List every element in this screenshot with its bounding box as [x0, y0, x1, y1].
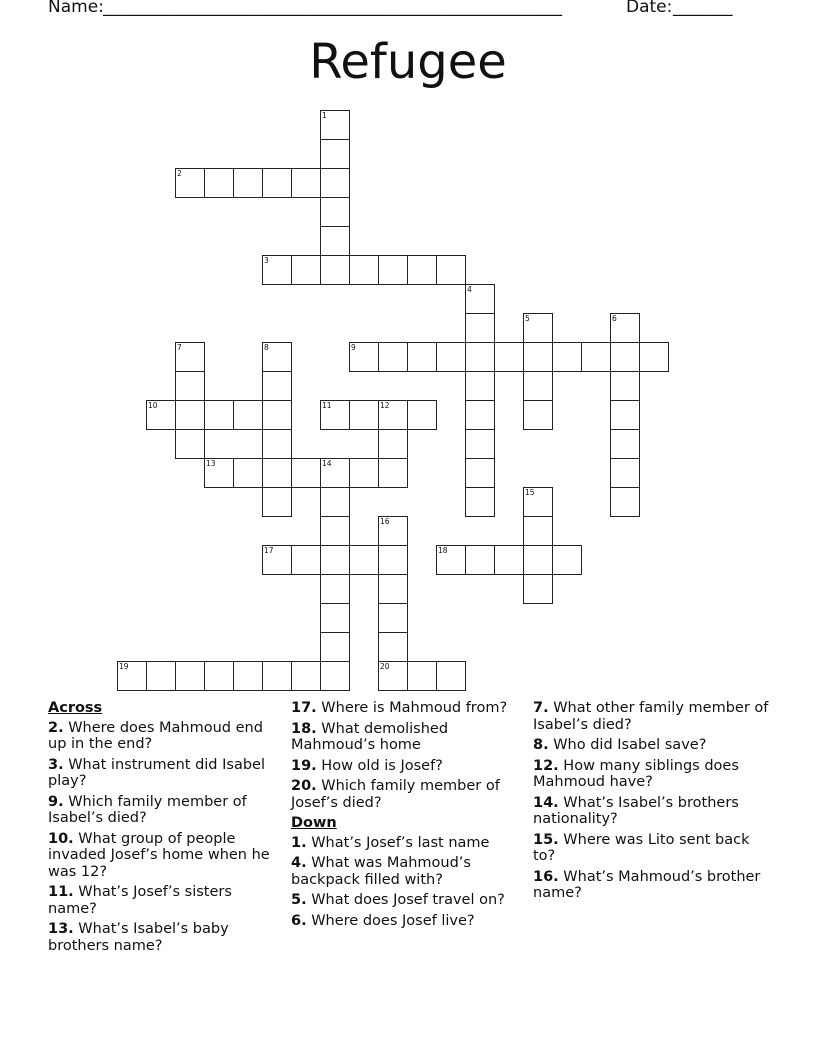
grid-cell[interactable]: [291, 168, 321, 198]
clue-number-label: 1.: [291, 834, 307, 851]
clue-text: Which family member of Josef’s died?: [291, 778, 500, 811]
grid-cell[interactable]: [465, 545, 495, 575]
clue-number-label: 3.: [48, 756, 64, 773]
grid-cell[interactable]: [523, 487, 553, 517]
grid-cell[interactable]: [349, 545, 379, 575]
clues-column-3: [533, 700, 769, 906]
clue-number: 7: [177, 343, 182, 352]
date-label: Date:: [626, 0, 673, 17]
clue-item: [291, 721, 523, 754]
grid-cell[interactable]: [378, 661, 408, 691]
clue-number: 5: [525, 314, 530, 323]
clue-number-label: 5.: [291, 892, 307, 908]
grid-cell[interactable]: [175, 400, 205, 430]
grid-cell[interactable]: [320, 400, 350, 430]
clue-item: [533, 869, 769, 902]
grid-cell[interactable]: [262, 371, 292, 401]
clue-text: How many siblings does Mahmoud have?: [533, 757, 739, 790]
clue-number-label: 20.: [291, 778, 317, 794]
clue-number-label: 14.: [533, 794, 559, 811]
grid-cell[interactable]: [407, 342, 437, 372]
clue-number-label: 19.: [291, 757, 317, 774]
clue-number-label: 16.: [533, 868, 559, 885]
grid-cell[interactable]: [378, 255, 408, 285]
grid-cell[interactable]: [291, 255, 321, 285]
grid-cell[interactable]: [320, 545, 350, 575]
clue-number: 3: [264, 256, 269, 265]
grid-cell[interactable]: [523, 342, 553, 372]
clue-item: [48, 757, 284, 790]
clue-item: [48, 884, 284, 917]
name-line[interactable]: ______________________________________________________: [103, 0, 562, 17]
clue-number: 11: [322, 401, 332, 410]
clue-item: [48, 720, 284, 753]
clues-column-1: [48, 700, 284, 958]
grid-cell[interactable]: [523, 371, 553, 401]
grid-cell[interactable]: [552, 545, 582, 575]
clue-number: 17: [264, 546, 274, 555]
clue-text: Where was Lito sent back to?: [533, 831, 750, 864]
clue-text: What instrument did Isabel play?: [48, 756, 265, 789]
grid-cell[interactable]: [320, 458, 350, 488]
grid-cell[interactable]: [378, 574, 408, 604]
grid-cell[interactable]: [262, 661, 292, 691]
grid-cell[interactable]: [436, 545, 466, 575]
grid-cell[interactable]: [523, 313, 553, 343]
grid-cell[interactable]: [378, 458, 408, 488]
grid-cell[interactable]: [146, 661, 176, 691]
clue-number-label: 7.: [533, 700, 549, 716]
grid-cell[interactable]: [465, 400, 495, 430]
grid-cell[interactable]: [610, 371, 640, 401]
grid-cell[interactable]: [378, 429, 408, 459]
grid-cell[interactable]: [204, 661, 234, 691]
clue-number: 20: [380, 662, 390, 671]
clue-number-label: 15.: [533, 831, 559, 848]
grid-cell[interactable]: [320, 197, 350, 227]
grid-cell[interactable]: [407, 400, 437, 430]
clue-item: [48, 831, 284, 881]
clue-text: What demolished Mahmoud’s home: [291, 720, 449, 753]
grid-cell[interactable]: [378, 545, 408, 575]
clue-text: What’s Josef’s sisters name?: [48, 884, 232, 917]
clue-text: What does Josef travel on?: [306, 892, 505, 908]
clue-item: [48, 921, 284, 954]
grid-cell[interactable]: [436, 661, 466, 691]
grid-cell[interactable]: [175, 342, 205, 372]
clue-item: [533, 700, 769, 733]
grid-cell[interactable]: [320, 255, 350, 285]
grid-cell[interactable]: [494, 545, 524, 575]
grid-cell[interactable]: [320, 603, 350, 633]
grid-cell[interactable]: [117, 661, 147, 691]
grid-cell[interactable]: [291, 458, 321, 488]
clue-item: [48, 794, 284, 827]
clue-text: Where does Mahmoud end up in the end?: [48, 719, 263, 752]
clue-item: [533, 832, 769, 865]
name-label: Name:: [48, 0, 104, 17]
grid-cell[interactable]: [349, 342, 379, 372]
down-heading: Down: [291, 815, 337, 831]
clue-text: What group of people invaded Josef’s home when he was 12?: [48, 830, 270, 880]
grid-cell[interactable]: [378, 342, 408, 372]
clue-text: Where is Mahmoud from?: [316, 700, 508, 716]
clue-number-label: 12.: [533, 757, 559, 774]
grid-cell[interactable]: [146, 400, 176, 430]
grid-cell[interactable]: [233, 400, 263, 430]
clue-text: What’s Josef’s last name: [306, 834, 490, 851]
clue-number: 4: [467, 285, 472, 294]
grid-cell[interactable]: [320, 226, 350, 256]
clue-number-label: 2.: [48, 719, 64, 736]
grid-cell[interactable]: [233, 168, 263, 198]
clue-item: [291, 835, 523, 852]
clue-number-label: 6.: [291, 912, 307, 929]
clue-number: 18: [438, 546, 448, 555]
grid-cell[interactable]: [320, 632, 350, 662]
clue-text: Who did Isabel save?: [548, 737, 707, 753]
grid-cell[interactable]: [204, 168, 234, 198]
grid-cell[interactable]: [349, 458, 379, 488]
clue-item: [291, 855, 523, 888]
grid-cell[interactable]: [639, 342, 669, 372]
grid-cell[interactable]: [262, 342, 292, 372]
grid-cell[interactable]: [320, 168, 350, 198]
grid-cell[interactable]: [204, 458, 234, 488]
grid-cell[interactable]: [175, 429, 205, 459]
grid-cell[interactable]: [465, 429, 495, 459]
page-title: Refugee: [309, 34, 507, 90]
clue-number: 8: [264, 343, 269, 352]
clue-number-label: 10.: [48, 830, 74, 847]
grid-cell[interactable]: [523, 400, 553, 430]
grid-cell[interactable]: [233, 661, 263, 691]
grid-cell[interactable]: [407, 255, 437, 285]
grid-cell[interactable]: [436, 255, 466, 285]
clue-item: [291, 700, 523, 717]
grid-cell[interactable]: [262, 458, 292, 488]
clue-text: How old is Josef?: [316, 757, 443, 774]
clue-item: [291, 778, 523, 811]
clue-number: 1: [322, 111, 327, 120]
grid-cell[interactable]: [465, 371, 495, 401]
grid-cell[interactable]: [465, 284, 495, 314]
clue-text: Where does Josef live?: [306, 912, 475, 929]
grid-cell[interactable]: [610, 342, 640, 372]
clue-number: 10: [148, 401, 158, 410]
grid-cell[interactable]: [465, 342, 495, 372]
grid-cell[interactable]: [291, 545, 321, 575]
grid-cell[interactable]: [610, 313, 640, 343]
clue-number-label: 11.: [48, 884, 74, 900]
grid-cell[interactable]: [436, 342, 466, 372]
clue-number: 12: [380, 401, 390, 410]
grid-cell[interactable]: [320, 110, 350, 140]
grid-cell[interactable]: [175, 371, 205, 401]
clue-item: [291, 758, 523, 775]
clue-item: [533, 737, 769, 754]
grid-cell[interactable]: [204, 400, 234, 430]
grid-cell[interactable]: [262, 545, 292, 575]
grid-cell[interactable]: [378, 400, 408, 430]
across-heading: Across: [48, 700, 103, 716]
clue-number-label: 9.: [48, 793, 64, 810]
clue-number: 13: [206, 459, 216, 468]
grid-cell[interactable]: [581, 342, 611, 372]
grid-cell[interactable]: [465, 458, 495, 488]
grid-cell[interactable]: [320, 574, 350, 604]
grid-cell[interactable]: [262, 168, 292, 198]
grid-cell[interactable]: [407, 661, 437, 691]
grid-cell[interactable]: [262, 429, 292, 459]
grid-cell[interactable]: [610, 487, 640, 517]
grid-cell[interactable]: [320, 661, 350, 691]
grid-cell[interactable]: [262, 400, 292, 430]
clue-number-label: 13.: [48, 921, 74, 937]
grid-cell[interactable]: [523, 574, 553, 604]
clue-text: Which family member of Isabel’s died?: [48, 793, 247, 826]
clue-number: 16: [380, 517, 390, 526]
grid-cell[interactable]: [175, 661, 205, 691]
grid-cell[interactable]: [320, 516, 350, 546]
grid-cell[interactable]: [378, 632, 408, 662]
clue-number: 14: [322, 459, 332, 468]
clue-number: 19: [119, 662, 129, 671]
grid-cell[interactable]: [552, 342, 582, 372]
grid-cell[interactable]: [291, 661, 321, 691]
clue-number-label: 4.: [291, 855, 307, 871]
grid-cell[interactable]: [465, 487, 495, 517]
clue-item: [533, 795, 769, 828]
clue-number: 6: [612, 314, 617, 323]
grid-cell[interactable]: [610, 429, 640, 459]
grid-cell[interactable]: [378, 516, 408, 546]
grid-cell[interactable]: [465, 313, 495, 343]
clue-number: 9: [351, 343, 356, 352]
clue-number-label: 8.: [533, 737, 549, 753]
grid-cell[interactable]: [610, 458, 640, 488]
clue-number-label: 18.: [291, 720, 317, 737]
clue-text: What other family member of Isabel’s died?: [533, 700, 769, 733]
clues-column-2: [291, 700, 523, 933]
clue-item: [533, 758, 769, 791]
grid-cell[interactable]: [523, 516, 553, 546]
clue-text: What’s Isabel’s baby brothers name?: [48, 921, 229, 954]
grid-cell[interactable]: [175, 168, 205, 198]
grid-cell[interactable]: [494, 342, 524, 372]
clue-text: What was Mahmoud’s backpack filled with?: [291, 855, 471, 888]
clue-item: [291, 892, 523, 909]
clue-text: What’s Isabel’s brothers nationality?: [533, 794, 739, 827]
grid-cell[interactable]: [262, 487, 292, 517]
grid-cell[interactable]: [262, 255, 292, 285]
grid-cell[interactable]: [523, 545, 553, 575]
grid-cell[interactable]: [610, 400, 640, 430]
grid-cell[interactable]: [349, 255, 379, 285]
clue-number-label: 17.: [291, 700, 317, 716]
grid-cell[interactable]: [378, 603, 408, 633]
date-line[interactable]: _______: [673, 0, 733, 17]
grid-cell[interactable]: [320, 139, 350, 169]
grid-cell[interactable]: [349, 400, 379, 430]
clue-item: [291, 913, 523, 930]
grid-cell[interactable]: [233, 458, 263, 488]
clue-text: What’s Mahmoud’s brother name?: [533, 868, 761, 901]
clue-number: 15: [525, 488, 535, 497]
clue-number: 2: [177, 169, 182, 178]
grid-cell[interactable]: [320, 487, 350, 517]
